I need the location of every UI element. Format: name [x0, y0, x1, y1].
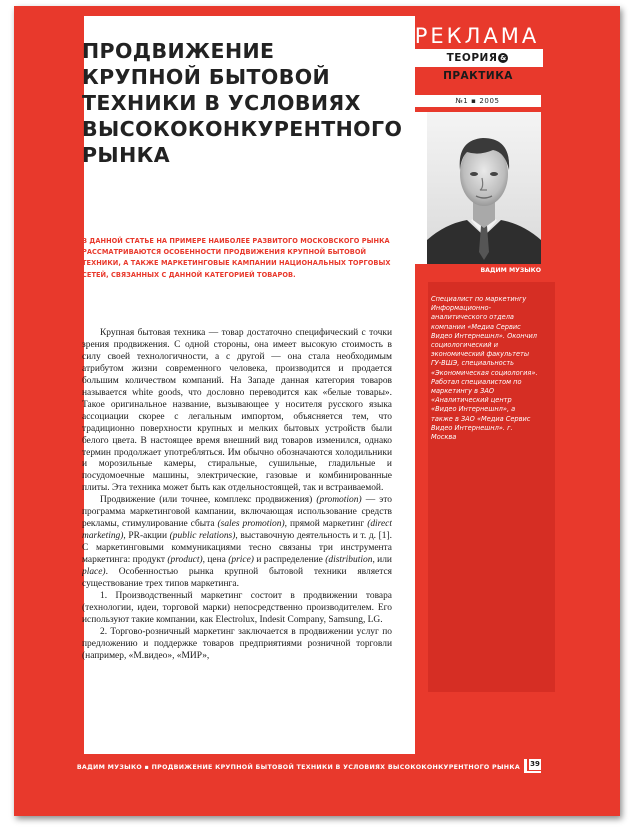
running-footer: ВАДИМ МУЗЫКО ▪ ПРОДВИЖЕНИЕ КРУПНОЙ БЫТОВОЙ ТЕХНИКИ В УСЛОВИЯХ ВЫСОКОКОНКУРЕНТНОГО РЫНКА — [76, 764, 520, 771]
ampersand-icon: & — [500, 54, 507, 62]
body-paragraph: 1. Производственный маркетинг состоит в продвижении товара (технологии, идеи, торговой марки) непосредственно производителем. Его используют такие компании, как Electrolux, Indesit Company, Samsung, LG. — [82, 590, 392, 625]
article-title — [82, 38, 403, 168]
author-name: ВАДИМ МУЗЫКО — [480, 267, 541, 274]
title-line: ВЫСОКОКОНКУРЕНТНОГО — [82, 117, 403, 141]
magazine-logo — [407, 24, 547, 82]
title-line: КРУПНОЙ БЫТОВОЙ — [82, 65, 331, 89]
author-bio: Специалист по маркетингу Информационно-аналитического отдела компании «Медиа Сервис Видео Интернешнл». Окончил социологический и экономический факультеты ГУ-ВШЭ, специальность «Экономическая социология». Работал специалистом по маркетингу в ЗАО «Аналитический центр «Видео Интернешнл», а также в ЗАО «Медиа Сервис Видео Интернешнл». г. Москва — [431, 295, 538, 442]
issue-number: №1 ▪ 2005 — [414, 95, 541, 107]
title-line: РЫНКА — [82, 143, 171, 167]
author-photo — [427, 112, 541, 264]
body-paragraph: Крупная бытовая техника — товар достаточно специфический с точки зрения продвижения. С одной стороны, она имеет высокую стоимость в силу своей технологичности, а с другой — она стала необходимым атрибутом жизни современного человека, производится и продается большим количеством компаний. На Западе данная категория товаров называется white goods, что дословно переводится как «белые товары». Такое оригинальное название, вызывающее у носителя русского языка ассоциации скорее с легальным импортом, объясняется тем, что традиционно поверхности крупных и мелких бытовых устройств были белого цвета. В настоящее время внешний вид товаров изменился, однако термин продолжает употребляться. Им обычно обозначаются холодильники и морозильные камеры, стиральные, сушильные, гладильные и посудомоечные машины, электрические, газовые и комбинированные плиты. Эта техника может быть как отдельностоящей, так и встраиваемой. — [82, 328, 392, 494]
logo-subtitle: ТЕОРИЯ &ПРАКТИКА — [413, 49, 543, 67]
logo-title: РЕКЛАМА — [414, 24, 540, 48]
title-line: ПРОДВИЖЕНИЕ — [82, 39, 275, 63]
body-paragraph: 2. Торгово-розничный маркетинг заключается в продвижении услуг по предложению и поддержке товаров предприятиями розничной торговли (например, «М.видео», «МИР», — [82, 626, 392, 661]
title-line: ТЕХНИКИ В УСЛОВИЯХ — [82, 91, 361, 115]
page-number: 39 — [530, 760, 540, 768]
page-number-badge — [524, 759, 541, 773]
body-paragraph: Продвижение (или точнее, комплекс продвижения) (promotion) — это программа маркетинговой кампании, включающая использование средств рекламы, стимулирование сбыта (sales promotion), прямой маркетинг (direct marketing), PR-акции (public relations), выставочную деятельность и т. д. [1]. С маркетинговыми коммуникациями тесно связаны три инструмента маркетинга: продукт (product), цена (price) и распределение (distribution, или place). Особенностью рынка крупной бытовой техники является существование трех типов маркетинга. — [82, 495, 392, 590]
article-body — [82, 328, 392, 742]
article-lead: В ДАННОЙ СТАТЬЕ НА ПРИМЕРЕ НАИБОЛЕЕ РАЗВИТОГО МОСКОВСКОГО РЫНКА РАССМАТРИВАЮТСЯ ОСОБЕННОСТИ ПРОДВИЖЕНИЯ КРУПНОЙ БЫТОВОЙ ТЕХНИКИ, А ТАКЖЕ МАРКЕТИНГОВЫЕ КАМПАНИИ НАЦИОНАЛЬНЫХ ТОРГОВЫХ СЕТЕЙ, СВЯЗАННЫХ С ДАННОЙ КАТЕГОРИЕЙ ТОВАРОВ. — [82, 237, 391, 279]
